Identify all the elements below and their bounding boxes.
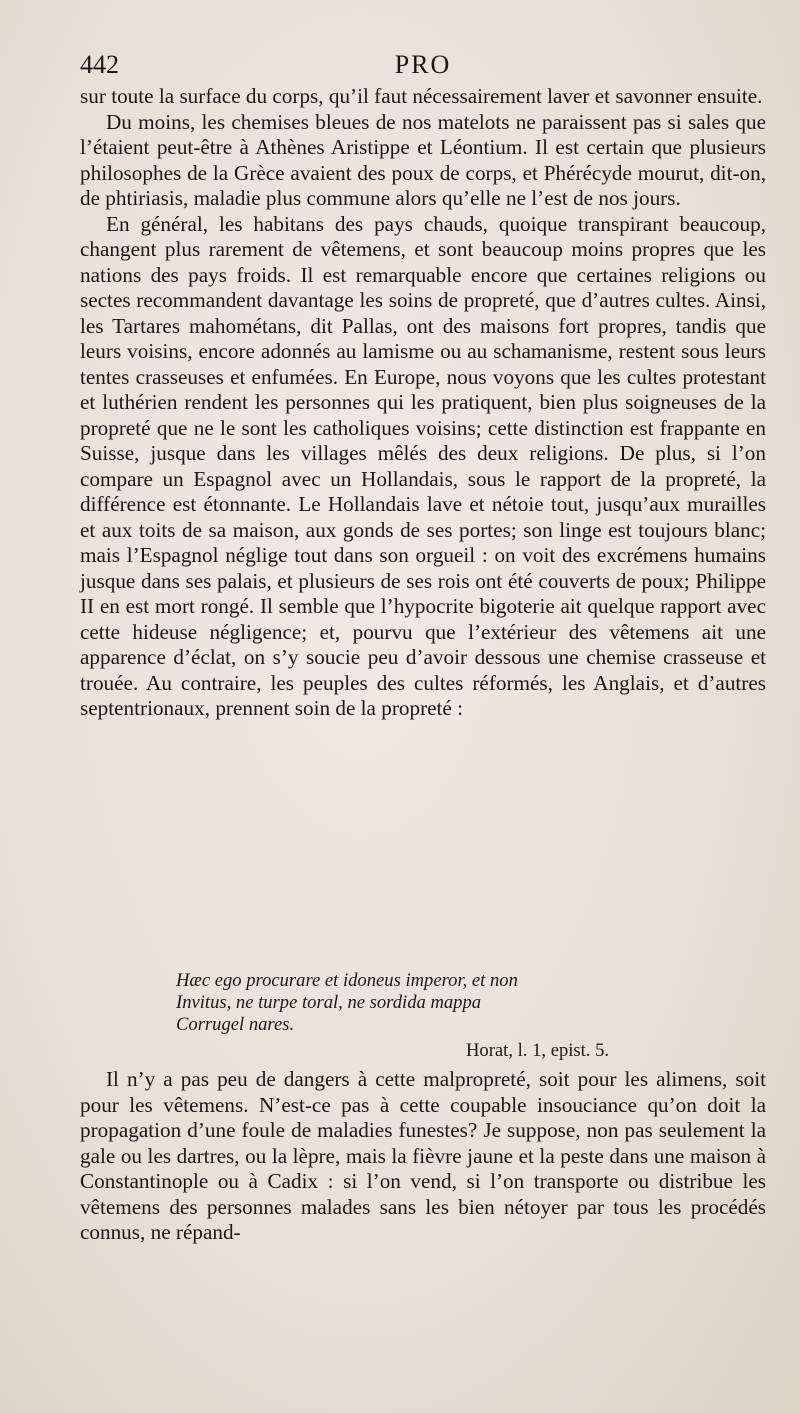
quote-line: Hæc ego procurare et idoneus imperor, et non <box>176 970 518 991</box>
page-number: 442 <box>80 50 119 79</box>
main-text-continued <box>80 1067 766 1246</box>
latin-quote <box>176 970 696 1036</box>
quote-line: Invitus, ne turpe toral, ne sordida mappa <box>176 992 482 1013</box>
paragraph: En général, les habitans des pays chauds, quoique transpirant beaucoup, changent plus rarement de vêtemens, et sont beaucoup moins propres que les nations des pays froids. Il est remarquable encore que certaines religions ou sectes recommandent davantage les soins de propreté, que d’autres cultes. Ainsi, les Tartares mahométans, dit Pallas, ont des maisons fort propres, tandis que leurs voisins, encore adonnés au lamisme ou au schamanisme, restent sous leurs tentes crasseuses et enfumées. En Europe, nous voyons que les cultes protestant et luthérien rendent les personnes qui les pratiquent, bien plus soigneuses de la propreté que ne le sont les catholiques voisins; cette distinction est frappante en Suisse, jusque dans les villages mêlés des deux religions. De plus, si l’on compare un Espagnol avec un Hollandais, sous le rapport de la propreté, la différence est étonnante. Le Hollandais lave et nétoie tout, jusqu’aux murailles et aux toits de sa maison, aux gonds de ses portes; son linge est toujours blanc; mais l’Espagnol néglige tout dans son orgueil : on voit des excrémens humains jusque dans ses palais, et plusieurs de ses rois ont été couverts de poux; Philippe II en est mort rongé. Il semble que l’hypocrite bigoterie ait quelque rapport avec cette hideuse négligence; et, pourvu que l’extérieur des vêtemens ait une apparence d’éclat, on s’y soucie peu d’avoir dessous une chemise crasseuse et trouée. Au contraire, les peuples des cultes réformés, les Anglais, et d’autres septentrionaux, prennent soin de la propreté : <box>80 211 766 720</box>
paragraph: sur toute la surface du corps, qu’il faut nécessairement laver et savonner ensuite. <box>80 84 763 108</box>
quote-source: Horat, l. 1, epist. 5. <box>466 1040 610 1061</box>
paragraph: Du moins, les chemises bleues de nos matelots ne paraissent pas si sales que l’étaient peut-être à Athènes Aristippe et Léontium. Il est certain que plusieurs philosophes de la Grèce avaient des poux de corps, et Phérécyde mourut, dit-on, de phtiriasis, maladie plus commune alors qu’elle ne l’est de nos jours. <box>80 109 766 210</box>
paragraph: Il n’y a pas peu de dangers à cette malpropreté, soit pour les alimens, soit pour les vêtemens. N’est-ce pas à cette coupable insouciance qu’on doit la propagation d’une foule de maladies funestes? Je suppose, non pas seulement la gale ou les dartres, ou la lèpre, mais la fièvre jaune et la peste dans une maison à Constantinople ou à Cadix : si l’on vend, si l’on transporte ou distribue les vêtemens des personnes malades sans les bien nétoyer par tous les procédés connus, ne répand- <box>80 1067 766 1244</box>
running-head: PRO <box>394 50 452 79</box>
quote-line: Corrugel nares. <box>176 1014 295 1035</box>
main-text <box>80 84 766 722</box>
page-header <box>80 50 766 84</box>
